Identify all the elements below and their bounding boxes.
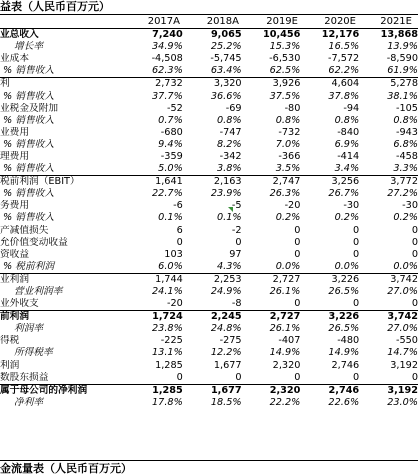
value-cell: 0 [353, 224, 360, 236]
value-cell: 0.8% [216, 114, 242, 126]
value-cell: 38.1% [387, 90, 418, 102]
value-cell: 2,746 [331, 359, 360, 371]
value-cell: 3.5% [275, 163, 301, 175]
value-cell: 0 [235, 371, 242, 383]
income-statement-table [0, 29, 418, 409]
value-cell: 0.8% [275, 114, 301, 126]
value-cell: 62.5% [269, 65, 301, 77]
value-cell: -414 [337, 150, 360, 162]
table-row [0, 311, 418, 324]
value-cell: -747 [219, 126, 242, 138]
value-cell: -840 [337, 126, 360, 138]
row-label: 资收益 [0, 248, 30, 260]
value-cell: 2,320 [272, 359, 301, 371]
value-cell: 62.3% [152, 65, 183, 77]
table-row [0, 139, 418, 151]
row-label: 理费用 [0, 150, 30, 162]
value-cell: 22.6% [328, 396, 360, 408]
row-label: 业税金及附加 [0, 102, 59, 114]
column-header: 2021E [380, 16, 412, 27]
value-cell: 1,285 [155, 359, 183, 371]
value-cell: 3.8% [216, 163, 242, 175]
value-cell: 5,278 [359, 78, 418, 91]
value-cell: 26.5% [328, 323, 360, 335]
value-cell: 0.0% [393, 260, 418, 272]
table-row [0, 261, 418, 274]
value-cell: -30 [343, 200, 360, 212]
value-cell: 0 [411, 236, 418, 248]
value-cell: 63.4% [210, 65, 242, 77]
row-label: % 销售收入 [3, 90, 55, 102]
value-cell: -6,530 [269, 53, 301, 65]
value-cell: 15.3% [269, 41, 301, 53]
table-row [0, 225, 418, 237]
row-label: 利润 [0, 359, 20, 371]
row-label: 前利润 [0, 311, 124, 324]
value-cell: -80 [284, 102, 301, 114]
row-label: % 销售收入 [3, 163, 55, 175]
value-cell: -458 [395, 150, 418, 162]
value-cell: 0 [353, 236, 360, 248]
row-label: % 销售收入 [3, 138, 55, 150]
value-cell: 61.9% [387, 65, 418, 77]
value-cell: 7,240 [152, 29, 183, 41]
value-cell: -52 [166, 102, 183, 114]
value-cell: 26.3% [269, 188, 301, 200]
value-cell: 0.8% [334, 114, 360, 126]
value-cell: 17.8% [152, 396, 183, 408]
value-cell: 34.9% [152, 41, 183, 53]
value-cell: 3,742 [359, 273, 418, 286]
table-row [0, 347, 418, 359]
value-cell: 26.1% [269, 286, 301, 298]
value-cell: 37.7% [152, 90, 183, 102]
value-cell: 25.2% [210, 41, 242, 53]
value-cell: 0 [235, 236, 242, 248]
value-cell: -20 [284, 200, 301, 212]
value-cell: 23.9% [210, 188, 242, 200]
table-row [0, 360, 418, 372]
column-header: 2018A [206, 16, 239, 27]
value-cell: 2,727 [242, 311, 301, 324]
table-row [0, 286, 418, 298]
value-cell: -6 [173, 200, 183, 212]
value-cell: 1,724 [124, 311, 183, 324]
value-cell: 2,727 [242, 273, 301, 286]
value-cell: 9,065 [210, 29, 242, 41]
value-cell: -5 [231, 200, 242, 212]
value-cell: 26.5% [328, 286, 360, 298]
row-label: 属于母公司的净利润 [0, 384, 124, 397]
table-row [0, 176, 418, 189]
value-cell: 0.0% [275, 260, 301, 272]
table-row [0, 298, 418, 311]
row-label: % 销售收入 [3, 65, 55, 77]
value-cell: 26.7% [328, 188, 360, 200]
value-cell: 6.8% [393, 138, 418, 150]
table-bottom-rule [0, 460, 418, 461]
value-cell: 27.2% [387, 188, 418, 200]
value-cell: 0 [176, 236, 183, 248]
value-cell: -2 [231, 224, 242, 236]
row-label: % 销售收入 [3, 188, 55, 200]
table-row [0, 41, 418, 53]
value-cell: 6 [176, 224, 183, 236]
value-cell: 7.0% [275, 138, 301, 150]
value-cell: -30 [402, 200, 418, 212]
table-row [0, 273, 418, 286]
value-cell: 9.4% [158, 138, 183, 150]
value-cell: 2,253 [183, 273, 242, 286]
table-row [0, 372, 418, 385]
value-cell: 0.7% [158, 114, 183, 126]
value-cell: -225 [160, 335, 183, 347]
value-cell: 14.9% [328, 347, 360, 359]
value-cell: 4.3% [216, 260, 242, 272]
value-cell: 0 [294, 224, 301, 236]
income-statement-title: 益表（人民币百万元） [0, 0, 110, 13]
table-row [0, 384, 418, 397]
value-cell: 0 [294, 236, 301, 248]
value-cell: 37.8% [328, 90, 360, 102]
value-cell: -550 [395, 335, 418, 347]
value-cell: 0.2% [275, 212, 301, 224]
value-cell: 24.1% [152, 286, 183, 298]
value-cell: 0 [353, 371, 360, 383]
table-row [0, 335, 418, 347]
row-label: 业费用 [0, 126, 30, 138]
value-cell: 4,604 [300, 78, 359, 91]
value-cell: 1,744 [124, 273, 183, 286]
row-label: 营业利润率 [14, 286, 63, 298]
table-row [0, 115, 418, 127]
value-cell: -94 [343, 102, 360, 114]
value-cell: 6.9% [334, 138, 360, 150]
value-cell: 6.0% [158, 260, 183, 272]
table-row [0, 29, 418, 41]
value-cell: 24.9% [210, 286, 242, 298]
value-cell: -4,508 [151, 53, 183, 65]
value-cell: 3,772 [359, 176, 418, 189]
value-cell: 3,226 [300, 273, 359, 286]
row-label: % 销售收入 [3, 212, 55, 224]
table-row [0, 323, 418, 335]
value-cell: 12.2% [210, 347, 242, 359]
value-cell: 13.1% [152, 347, 183, 359]
value-cell: 18.5% [210, 396, 242, 408]
value-cell: 0.2% [334, 212, 360, 224]
value-cell: 2,245 [183, 311, 242, 324]
value-cell: 0.1% [158, 212, 183, 224]
table-row [0, 212, 418, 224]
row-label: 业外收支 [0, 298, 39, 310]
row-label: 允价值变动收益 [0, 236, 68, 248]
row-label: % 销售收入 [3, 114, 55, 126]
value-cell: 0.2% [393, 212, 418, 224]
value-cell: 37.5% [269, 90, 301, 102]
value-cell: 36.6% [210, 90, 242, 102]
row-label: 税前利润（EBIT） [0, 176, 124, 189]
value-cell: -69 [225, 102, 242, 114]
value-cell: 10,456 [263, 29, 301, 41]
value-cell: 22.7% [152, 188, 183, 200]
value-cell: 0 [353, 248, 360, 260]
row-label: 业成本 [0, 53, 30, 65]
value-cell: -407 [278, 335, 301, 347]
row-label: 增长率 [14, 41, 44, 53]
value-cell: -8 [231, 298, 242, 310]
value-cell: 103 [164, 248, 183, 260]
value-cell: 24.8% [210, 323, 242, 335]
value-cell: 0 [411, 248, 418, 260]
value-cell: 14.9% [269, 347, 301, 359]
value-cell: 3,256 [300, 176, 359, 189]
value-cell: -5,745 [210, 53, 242, 65]
value-cell: 0.0% [334, 260, 360, 272]
value-cell: 1,677 [213, 359, 242, 371]
value-cell: 3,226 [300, 311, 359, 324]
value-cell: -680 [160, 126, 183, 138]
value-cell: 0.8% [393, 114, 418, 126]
column-header-row [0, 15, 418, 28]
row-label: 所得税率 [14, 347, 53, 359]
value-cell: 0 [411, 298, 418, 310]
column-header: 2017A [147, 16, 180, 27]
value-cell: 16.5% [328, 41, 360, 53]
row-label: 业利润 [0, 273, 124, 286]
value-cell: 22.2% [269, 396, 301, 408]
value-cell: 2,320 [242, 384, 301, 397]
table-row [0, 53, 418, 65]
value-cell: 23.0% [387, 396, 418, 408]
table-row [0, 249, 418, 261]
table-row [0, 65, 418, 78]
value-cell: -366 [278, 150, 301, 162]
cell-comment-marker [228, 207, 233, 212]
value-cell: 26.1% [269, 323, 301, 335]
table-row [0, 127, 418, 139]
value-cell: -480 [337, 335, 360, 347]
table-row [0, 78, 418, 91]
value-cell: 0 [294, 298, 301, 310]
value-cell: 97 [229, 248, 242, 260]
row-label: 利 [0, 78, 124, 91]
value-cell: 0 [294, 371, 301, 383]
value-cell: 2,163 [183, 176, 242, 189]
column-header: 2019E [266, 16, 298, 27]
table-row [0, 237, 418, 249]
value-cell: 1,677 [183, 384, 242, 397]
value-cell: 0 [176, 371, 183, 383]
column-header: 2020E [324, 16, 356, 27]
table-row [0, 163, 418, 176]
value-cell: -20 [166, 298, 183, 310]
value-cell: 1,641 [124, 176, 183, 189]
value-cell: 0 [294, 248, 301, 260]
table-row [0, 151, 418, 163]
value-cell: -105 [395, 102, 418, 114]
value-cell: 3.3% [393, 163, 418, 175]
value-cell: 2,732 [124, 78, 183, 91]
value-cell: -8,590 [386, 53, 418, 65]
row-label: 净利率 [14, 396, 44, 408]
value-cell: 3,192 [390, 359, 418, 371]
value-cell: -7,572 [327, 53, 360, 65]
table-row [0, 103, 418, 115]
value-cell: 3.4% [334, 163, 360, 175]
row-label: % 税前利润 [3, 260, 55, 272]
row-label: 业总收入 [0, 29, 39, 41]
value-cell: 8.2% [216, 138, 242, 150]
value-cell: 27.0% [387, 323, 418, 335]
value-cell: 0.1% [216, 212, 242, 224]
value-cell: 0 [411, 224, 418, 236]
value-cell: 23.8% [152, 323, 183, 335]
value-cell: 14.7% [387, 347, 418, 359]
value-cell: -943 [395, 126, 418, 138]
value-cell: 13.9% [387, 41, 418, 53]
value-cell: 3,742 [359, 311, 418, 324]
row-label: 得税 [0, 335, 20, 347]
value-cell: 27.0% [387, 286, 418, 298]
table-row [0, 397, 418, 409]
value-cell: -359 [160, 150, 183, 162]
value-cell: 0 [353, 298, 360, 310]
value-cell: -342 [219, 150, 242, 162]
table-row [0, 188, 418, 200]
cash-flow-title: 金流量表（人民币百万元） [0, 462, 132, 475]
row-label: 数股东损益 [0, 371, 49, 383]
value-cell: 3,926 [242, 78, 301, 91]
value-cell: 12,176 [321, 29, 360, 41]
value-cell: 5.0% [158, 163, 183, 175]
value-cell: -275 [219, 335, 242, 347]
row-label: 务费用 [0, 200, 30, 212]
value-cell: 2,746 [300, 384, 359, 397]
row-label: 利润率 [14, 323, 44, 335]
value-cell: 3,320 [183, 78, 242, 91]
row-label: 产减值损失 [0, 224, 49, 236]
value-cell: -732 [278, 126, 301, 138]
value-cell: 0 [411, 371, 418, 383]
value-cell: 62.2% [328, 65, 360, 77]
table-row [0, 90, 418, 102]
value-cell: 3,192 [359, 384, 418, 397]
value-cell: 2,747 [242, 176, 301, 189]
table-row [0, 200, 418, 212]
value-cell: 1,285 [124, 384, 183, 397]
value-cell: 13,868 [380, 29, 418, 41]
